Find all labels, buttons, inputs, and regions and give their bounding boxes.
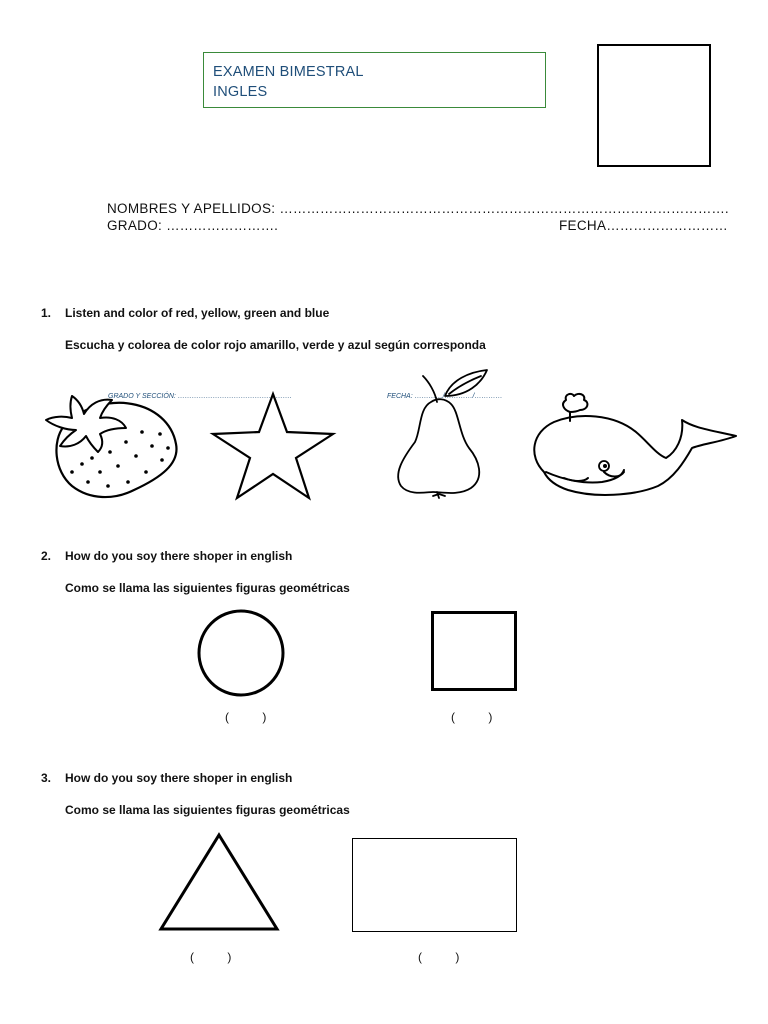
date-label: FECHA xyxy=(559,218,607,233)
date-dots: ……………………… xyxy=(606,218,728,233)
names-line xyxy=(107,201,729,216)
answer-blank-circle[interactable]: ( ) xyxy=(225,710,267,724)
strawberry-icon xyxy=(42,386,182,502)
grade-dots: ……………………. xyxy=(166,218,278,233)
question-1-text-es: Escucha y colorea de color rojo amarillo, verde y azul según corresponda xyxy=(65,338,486,352)
question-1-number: 1. xyxy=(41,306,52,320)
names-dots: ………………………………………………………………………………………. xyxy=(279,201,729,216)
star-icon xyxy=(211,392,335,500)
date-line xyxy=(559,218,728,233)
photo-box xyxy=(597,44,711,167)
question-1-text-en: Listen and color of red, yellow, green and blue xyxy=(65,306,330,320)
whale-icon xyxy=(524,392,740,504)
circle-shape-icon xyxy=(195,608,287,698)
grade-line xyxy=(107,218,278,233)
question-3-number: 3. xyxy=(41,771,52,785)
question-2-number: 2. xyxy=(41,549,52,563)
question-3-text-es: Como se llama las siguientes figuras geométricas xyxy=(65,803,350,817)
faint-date: FECHA: …………/…………/………… xyxy=(387,393,503,400)
question-3-text-en: How do you soy there shoper in english xyxy=(65,771,293,785)
question-2-text-es: Como se llama las siguientes figuras geométricas xyxy=(65,581,350,595)
answer-blank-rectangle[interactable]: ( ) xyxy=(418,950,460,964)
answer-blank-square[interactable]: ( ) xyxy=(451,710,493,724)
answer-blank-triangle[interactable]: ( ) xyxy=(190,950,232,964)
square-shape-icon xyxy=(431,611,517,691)
rectangle-shape-icon xyxy=(352,838,517,932)
faint-grade-section: GRADO Y SECCIÓN: …………………………………………. xyxy=(108,393,292,400)
question-2-text-en: How do you soy there shoper in english xyxy=(65,549,293,563)
pear-icon xyxy=(393,368,489,500)
grade-label: GRADO: xyxy=(107,218,163,233)
exam-title-box xyxy=(203,52,546,108)
exam-title: EXAMEN BIMESTRAL xyxy=(213,64,364,80)
triangle-shape-icon xyxy=(157,831,281,933)
exam-subject: INGLES xyxy=(213,84,268,100)
names-label: NOMBRES Y APELLIDOS: xyxy=(107,201,276,216)
